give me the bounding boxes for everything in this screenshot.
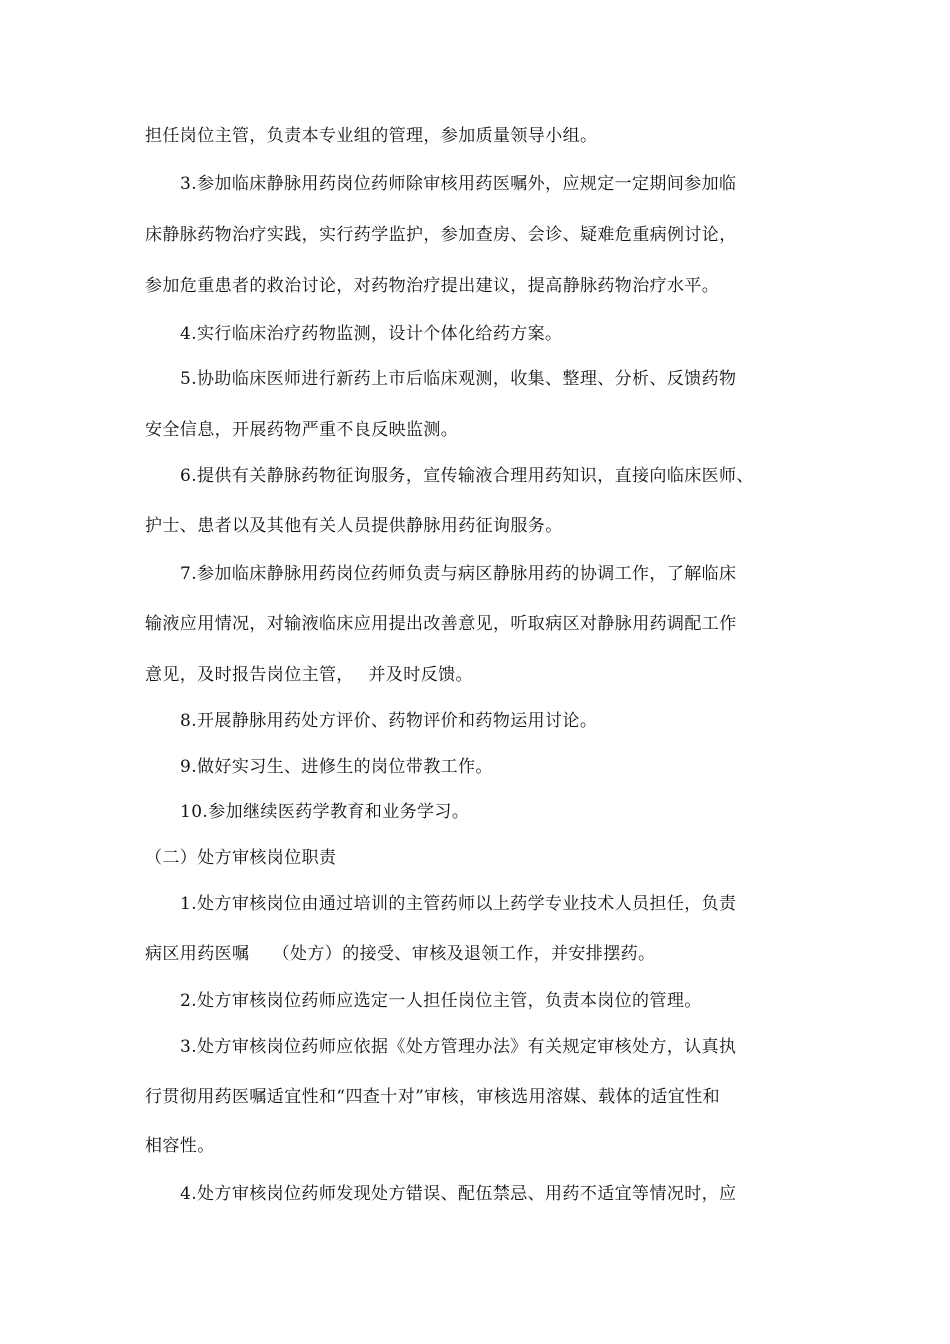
paragraph-line: 行贯彻用药医嘱适宜性和“四查十对”审核，审核选用溶媒、载体的适宜性和 — [145, 1087, 720, 1107]
paragraph-line: 床静脉药物治疗实践，实行药学监护，参加查房、会诊、疑难危重病例讨论， — [145, 225, 737, 245]
section-heading: （二）处方审核岗位职责 — [145, 848, 337, 868]
paragraph-line: 输液应用情况，对输液临床应用提出改善意见，听取病区对静脉用药调配工作 — [145, 614, 737, 634]
paragraph-line: 7.参加临床静脉用药岗位药师负责与病区静脉用药的协调工作，了解临床 — [180, 564, 737, 584]
paragraph-line: 3.参加临床静脉用药岗位药师除审核用药医嘱外，应规定一定期间参加临 — [180, 174, 737, 194]
paragraph-line: 相容性。 — [145, 1136, 215, 1156]
paragraph-line: 5.协助临床医师进行新药上市后临床观测，收集、整理、分析、反馈药物 — [180, 369, 737, 389]
paragraph-line: 病区用药医嘱 （处方）的接受、审核及退领工作，并安排摆药。 — [145, 944, 656, 964]
paragraph-line: 担任岗位主管，负责本专业组的管理，参加质量领导小组。 — [145, 126, 598, 146]
paragraph-line: 8.开展静脉用药处方评价、药物评价和药物运用讨论。 — [180, 711, 598, 731]
paragraph-line: 参加危重患者的救治讨论，对药物治疗提出建议，提高静脉药物治疗水平。 — [145, 276, 720, 296]
paragraph-line: 6.提供有关静脉药物征询服务，宣传输液合理用药知识，直接向临床医师、 — [180, 466, 754, 486]
paragraph-line: 10.参加继续医药学教育和业务学习。 — [180, 802, 470, 822]
paragraph-line: 2.处方审核岗位药师应选定一人担任岗位主管，负责本岗位的管理。 — [180, 991, 702, 1011]
paragraph-line: 4.处方审核岗位药师发现处方错误、配伍禁忌、用药不适宜等情况时，应 — [180, 1184, 737, 1204]
paragraph-line: 3.处方审核岗位药师应依据《处方管理办法》有关规定审核处方，认真执 — [180, 1037, 737, 1057]
paragraph-line: 1.处方审核岗位由通过培训的主管药师以上药学专业技术人员担任，负责 — [180, 894, 737, 914]
paragraph-line: 护士、患者以及其他有关人员提供静脉用药征询服务。 — [145, 516, 563, 536]
paragraph-line: 4.实行临床治疗药物监测，设计个体化给药方案。 — [180, 324, 563, 344]
paragraph-line: 安全信息，开展药物严重不良反映监测。 — [145, 420, 459, 440]
paragraph-line: 9.做好实习生、进修生的岗位带教工作。 — [180, 757, 493, 777]
paragraph-line: 意见，及时报告岗位主管， 并及时反馈。 — [145, 665, 473, 685]
